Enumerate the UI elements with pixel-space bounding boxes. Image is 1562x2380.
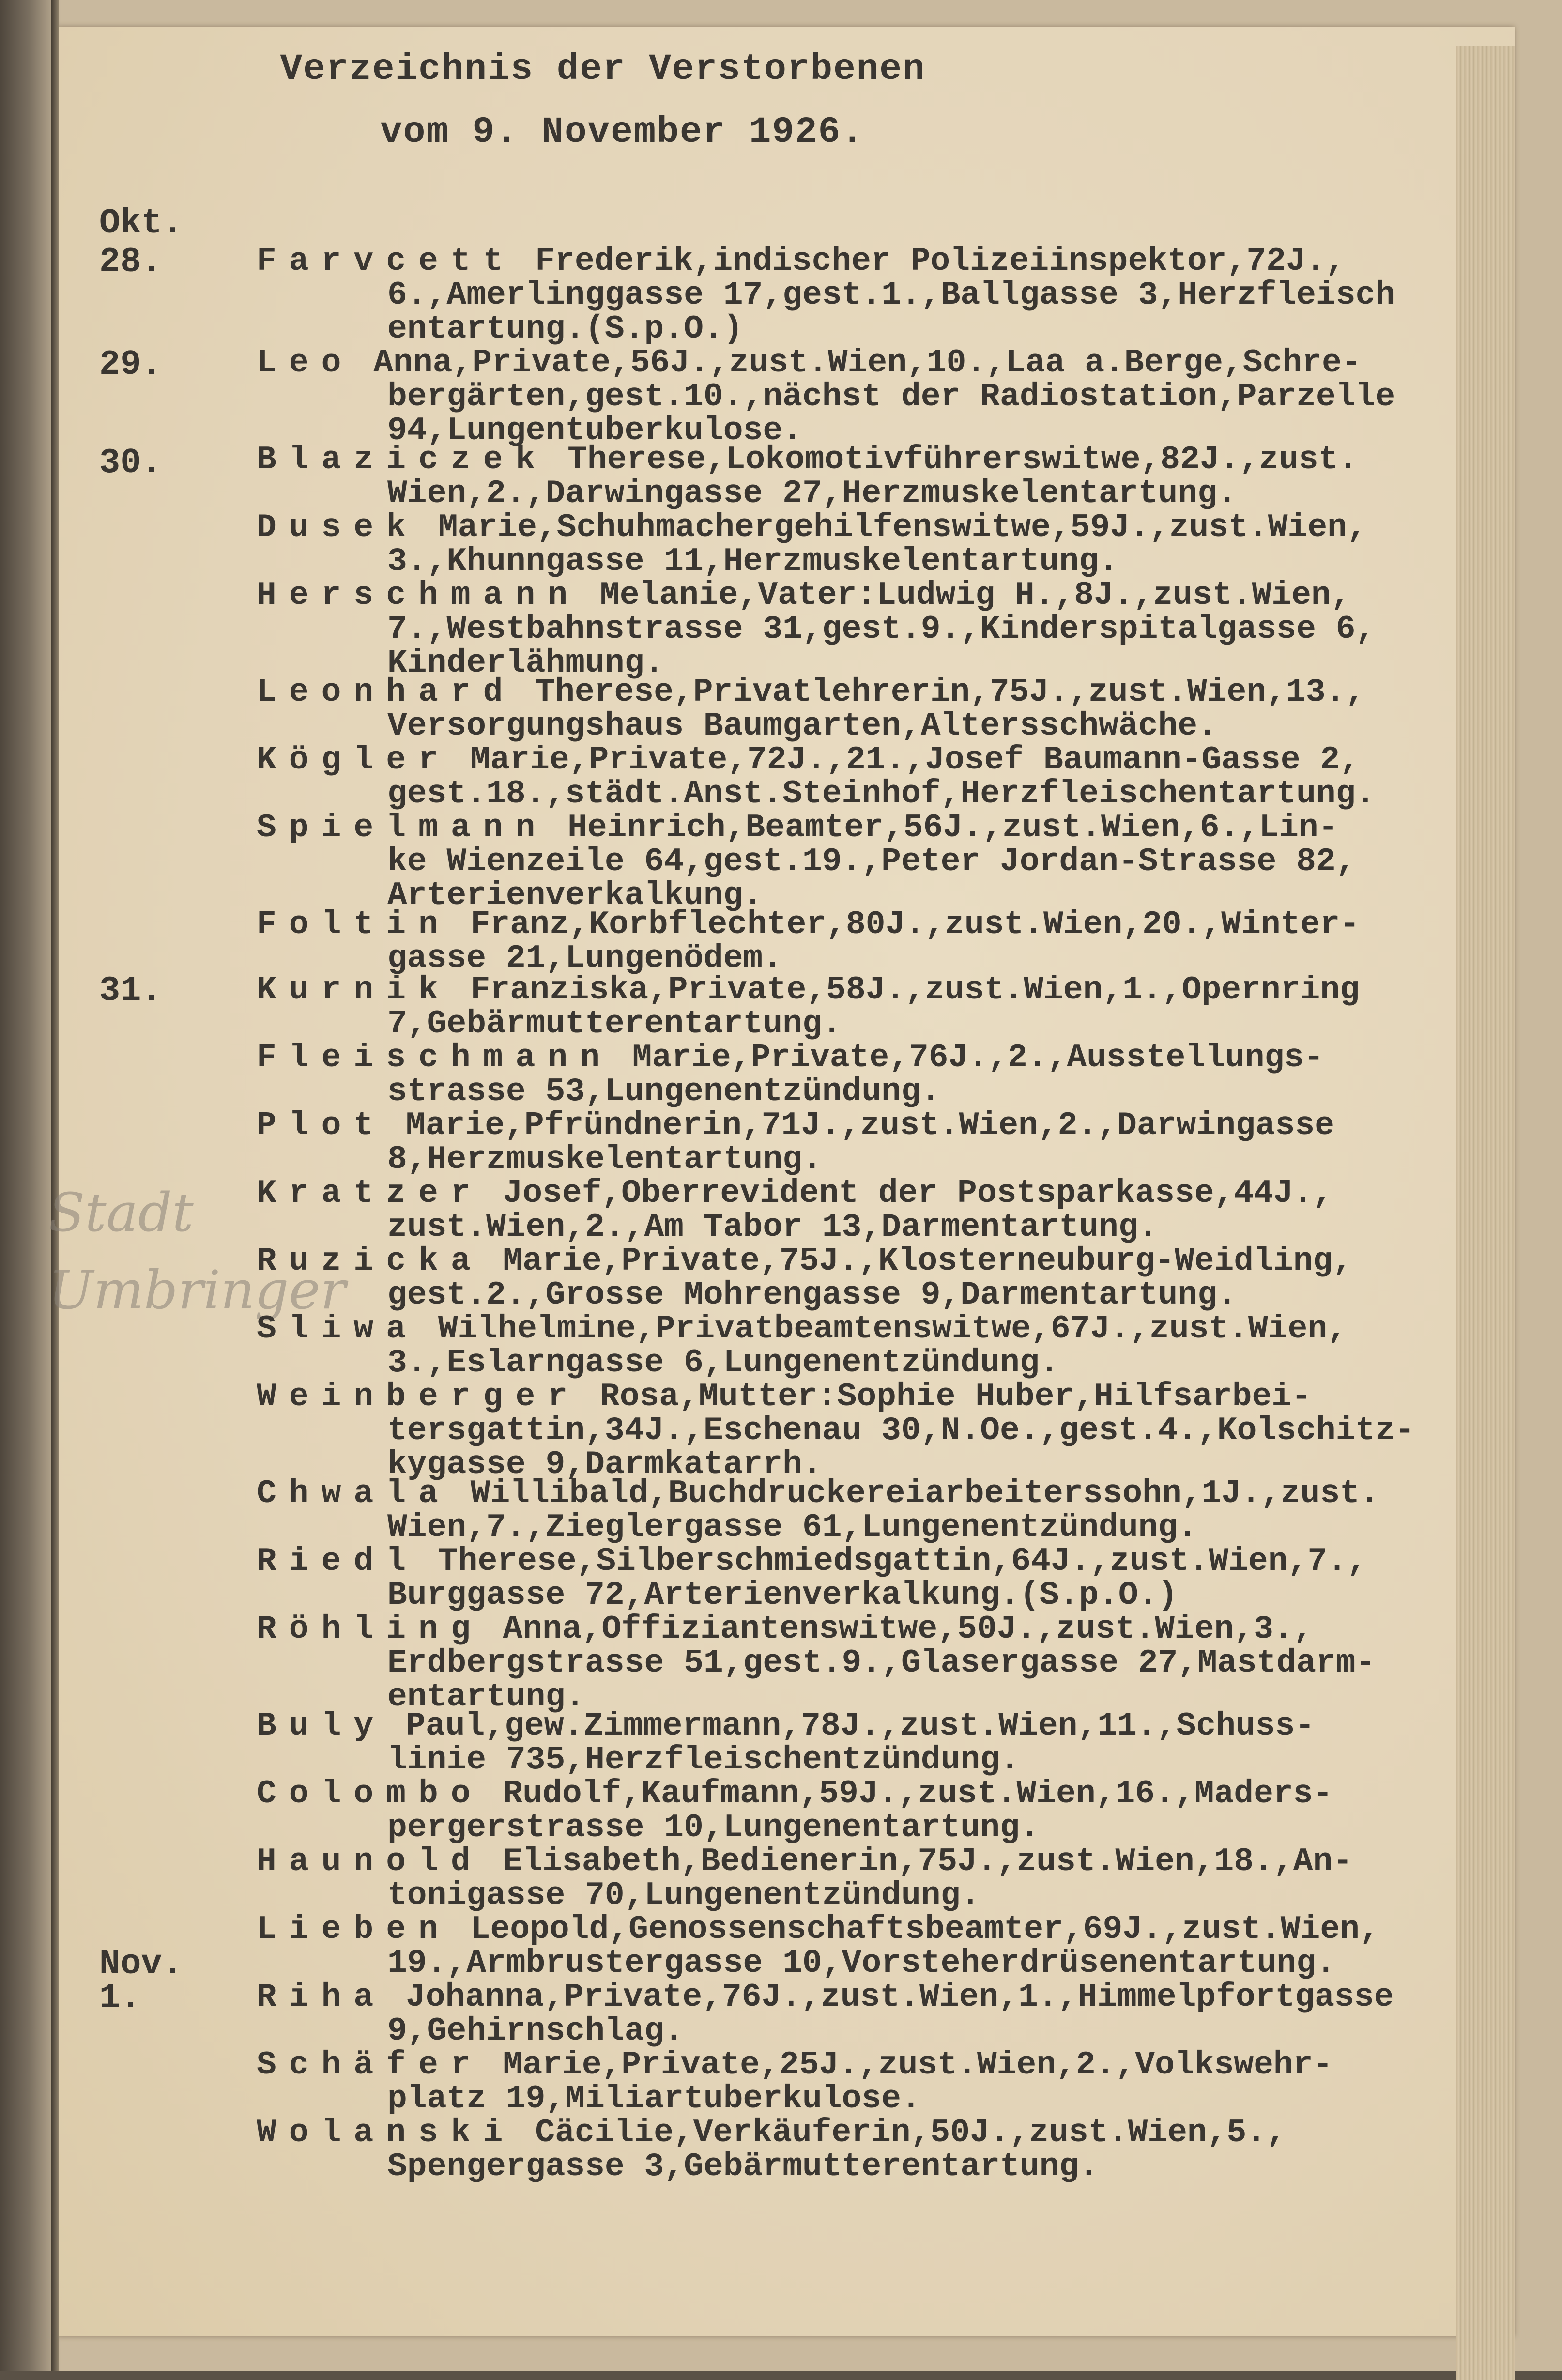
entry-line (257, 2048, 1453, 2082)
entry-line: tersgattin,34J.,Eschenau 30,N.Oe.,gest.4.,Kolschitz- (387, 1412, 1415, 1449)
date-label-28: 28. (99, 242, 162, 282)
entry-line: Wien,2.,Darwingasse 27,Herzmuskelentartung. (387, 475, 1237, 512)
entry-surname: Wolanski (257, 2114, 516, 2151)
entry-lieben (257, 1913, 1453, 1981)
entry-line (257, 1777, 1453, 1811)
entry-line: 3.,Eslarngasse 6,Lungenentzündung. (387, 1344, 1059, 1382)
entry-line: 7,Gebärmutterentartung. (387, 1005, 842, 1043)
entry-line: Spengergasse 3,Gebärmutterentartung. (387, 2148, 1099, 2185)
entry-line: strasse 53,Lungenentzündung. (387, 1073, 941, 1110)
entry-sliwa (257, 1312, 1453, 1380)
entry-surname: Dusek (257, 509, 419, 546)
handwritten-note-1: Stadt (48, 1182, 194, 1244)
entry-line (257, 1177, 1453, 1211)
entry-text: Johanna,Private,76J.,zust.Wien,1.,Himmelpfortgasse (386, 1979, 1394, 2016)
entry-line (257, 908, 1453, 942)
entry-surname: Riha (257, 1979, 386, 2016)
entry-line (257, 346, 1453, 380)
entry-kurnik (257, 973, 1453, 1041)
entry-colombo (257, 1777, 1453, 1845)
entry-surname: Weinberger (257, 1378, 581, 1415)
entry-line: 19.,Armbrustergasse 10,Vorsteherdrüsenentartung. (387, 1945, 1336, 1982)
entry-text: Marie,Private,75J.,Klosterneuburg-Weidling, (483, 1243, 1353, 1280)
entry-text: Leopold,Genossenschaftsbeamter,69J.,zust.Wien, (450, 1911, 1379, 1948)
entry-line (257, 811, 1453, 845)
entry-chwala (257, 1477, 1453, 1545)
entry-röhling (257, 1612, 1453, 1714)
entry-line (257, 1913, 1453, 1947)
entry-text: Cäcilie,Verkäuferin,50J.,zust.Wien,5., (515, 2114, 1286, 2151)
entry-buly (257, 1709, 1453, 1777)
entry-surname: Ruzicka (257, 1243, 483, 1280)
entry-line: pergerstrasse 10,Lungenentartung. (387, 1809, 1040, 1846)
entry-surname: Foltin (257, 906, 451, 943)
entry-surname: Haunold (257, 1843, 483, 1880)
entry-line (257, 743, 1453, 777)
entry-line (257, 1709, 1453, 1743)
entry-surname: Lieben (257, 1911, 451, 1948)
date-label-okt: Okt. (99, 203, 183, 243)
entry-text: Willibald,Buchdruckereiarbeiterssohn,1J.,zust. (450, 1475, 1379, 1512)
entry-surname: Kögler (257, 741, 451, 779)
entry-line: Erdbergstrasse 51,gest.9.,Glasergasse 27,Mastdarm- (387, 1644, 1376, 1682)
entry-surname: Plot (257, 1107, 386, 1144)
entry-blaziczek (257, 443, 1453, 511)
entry-riedl (257, 1545, 1453, 1612)
entry-line (257, 1041, 1453, 1075)
entry-surname: Chwala (257, 1475, 451, 1512)
entry-surname: Kurnik (257, 971, 451, 1009)
handwritten-note-2: Umbringer (48, 1259, 346, 1321)
entry-text: Paul,gew.Zimmermann,78J.,zust.Wien,11.,Schuss- (386, 1707, 1315, 1745)
entry-line (257, 676, 1453, 709)
entry-ruzicka (257, 1244, 1453, 1312)
entry-line: 6.,Amerlinggasse 17,gest.1.,Ballgasse 3,Herzfleisch (387, 276, 1395, 314)
entry-text: Josef,Oberrevident der Postsparkasse,44J., (483, 1175, 1333, 1212)
entry-surname: Röhling (257, 1611, 483, 1648)
entry-line: kygasse 9,Darmkatarrh. (387, 1446, 822, 1483)
entry-text: Marie,Private,25J.,zust.Wien,2.,Volkswehr- (483, 2046, 1333, 2084)
entry-line (257, 1612, 1453, 1646)
entry-line: tonigasse 70,Lungenentzündung. (387, 1877, 980, 1914)
entry-text: Heinrich,Beamter,56J.,zust.Wien,6.,Lin- (548, 809, 1338, 846)
entry-text: Elisabeth,Bedienerin,75J.,zust.Wien,18.,An- (483, 1843, 1353, 1880)
entry-text: Marie,Private,76J.,2.,Ausstellungs- (612, 1039, 1324, 1076)
entry-line: gasse 21,Lungenödem. (387, 940, 783, 977)
entry-line (257, 1981, 1453, 2014)
entry-surname: Colombo (257, 1775, 483, 1812)
entry-surname: Schäfer (257, 2046, 483, 2084)
entry-text: Anna,Private,56J.,zust.Wien,10.,Laa a.Berge,Schre- (353, 344, 1362, 382)
date-label-nov: Nov. (99, 1944, 183, 1984)
entry-herschmann (257, 579, 1453, 680)
entry-line: zust.Wien,2.,Am Tabor 13,Darmentartung. (387, 1209, 1158, 1246)
date-label-1: 1. (99, 1978, 141, 2018)
entry-line (257, 579, 1453, 613)
entry-wolanski (257, 2116, 1453, 2184)
entry-line: Wien,7.,Zieglergasse 61,Lungenentzündung. (387, 1509, 1198, 1546)
entry-line (257, 1477, 1453, 1511)
entry-surname: Fleischmann (257, 1039, 613, 1076)
date-label-31: 31. (99, 971, 162, 1011)
entry-text: Therese,Lokomotivführerswitwe,82J.,zust. (548, 441, 1358, 478)
entry-line (257, 443, 1453, 477)
entry-text: Marie,Schuhmachergehilfenswitwe,59J.,zust.Wien, (418, 509, 1367, 546)
entry-text: Marie,Private,72J.,21.,Josef Baumann-Gasse 2, (450, 741, 1360, 779)
entry-kratzer (257, 1177, 1453, 1244)
entry-surname: Farvcett (257, 243, 516, 280)
entry-schäfer (257, 2048, 1453, 2116)
entry-plot (257, 1109, 1453, 1177)
entry-text: Rudolf,Kaufmann,59J.,zust.Wien,16.,Maders- (483, 1775, 1333, 1812)
entry-line (257, 1845, 1453, 1879)
title-line-2: vom 9. November 1926. (380, 111, 864, 153)
entry-text: Therese,Privatlehrerin,75J.,zust.Wien,13., (515, 674, 1365, 711)
entry-line: 9,Gehirnschlag. (387, 2012, 684, 2050)
entry-text: Frederik,indischer Polizeiinspektor,72J., (515, 243, 1346, 280)
entry-fleischmann (257, 1041, 1453, 1109)
entry-text: Franziska,Private,58J.,zust.Wien,1.,Opernring (450, 971, 1360, 1009)
entry-line (257, 245, 1453, 278)
entry-line (257, 1109, 1453, 1143)
entry-line: gest.2.,Grosse Mohrengasse 9,Darmentartung. (387, 1276, 1237, 1314)
entry-surname: Blaziczek (257, 441, 548, 478)
entry-text: Rosa,Mutter:Sophie Huber,Hilfsarbei- (580, 1378, 1311, 1415)
entry-surname: Leonhard (257, 674, 516, 711)
entry-line: gest.18.,städt.Anst.Steinhof,Herzfleischentartung. (387, 775, 1376, 813)
entry-surname: Kratzer (257, 1175, 483, 1212)
entry-text: Therese,Silberschmiedsgattin,64J.,zust.Wien,7., (418, 1543, 1367, 1580)
entry-line (257, 973, 1453, 1007)
entry-surname: Riedl (257, 1543, 419, 1580)
page-edge (1456, 46, 1515, 2380)
entry-line (257, 1380, 1453, 1414)
entry-surname: Herschmann (257, 577, 581, 614)
entry-line: platz 19,Miliartuberkulose. (387, 2080, 921, 2118)
entry-text: Wilhelmine,Privatbeamtenswitwe,67J.,zust.Wien, (418, 1310, 1347, 1348)
entry-line: Arterienverkalkung. (387, 877, 763, 914)
entry-haunold (257, 1845, 1453, 1913)
entry-line: Burggasse 72,Arterienverkalkung.(S.p.O.) (387, 1577, 1178, 1614)
entry-leo (257, 346, 1453, 448)
date-label-30: 30. (99, 443, 162, 483)
entry-leonhard (257, 676, 1453, 743)
entry-line: 7.,Westbahnstrasse 31,gest.9.,Kinderspitalgasse 6, (387, 611, 1376, 648)
entry-farvcett (257, 245, 1453, 346)
entry-line (257, 1244, 1453, 1278)
entry-line: entartung.(S.p.O.) (387, 310, 743, 348)
date-label-29: 29. (99, 345, 162, 384)
entry-text: Franz,Korbflechter,80J.,zust.Wien,20.,Winter- (450, 906, 1360, 943)
entry-surname: Leo (257, 344, 354, 382)
entry-dusek (257, 511, 1453, 579)
entry-surname: Buly (257, 1707, 386, 1745)
entry-text: Melanie,Vater:Ludwig H.,8J.,zust.Wien, (580, 577, 1351, 614)
title-line-1: Verzeichnis der Verstorbenen (280, 48, 926, 90)
entry-text: Anna,Offiziantenswitwe,50J.,zust.Wien,3., (483, 1611, 1313, 1648)
entry-line: entartung. (387, 1678, 585, 1716)
entry-line: linie 735,Herzfleischentzündung. (387, 1741, 1020, 1779)
entry-line: 8,Herzmuskelentartung. (387, 1141, 822, 1178)
entry-spielmann (257, 811, 1453, 913)
entry-surname: Sliwa (257, 1310, 419, 1348)
entry-weinberger (257, 1380, 1453, 1482)
entry-line: Kinderlähmung. (387, 645, 664, 682)
entry-line: Versorgungshaus Baumgarten,Altersschwäche. (387, 707, 1217, 745)
entry-line (257, 1545, 1453, 1579)
entry-text: Marie,Pfründnerin,71J.,zust.Wien,2.,Darwingasse (386, 1107, 1334, 1144)
entry-line: 3.,Khunngasse 11,Herzmuskelentartung. (387, 543, 1118, 580)
entry-line: 94,Lungentuberkulose. (387, 412, 802, 449)
entry-line: bergärten,gest.10.,nächst der Radiostation,Parzelle (387, 378, 1395, 415)
entry-riha (257, 1981, 1453, 2048)
entry-line (257, 511, 1453, 545)
entry-foltin (257, 908, 1453, 976)
entry-line (257, 1312, 1453, 1346)
entry-kögler (257, 743, 1453, 811)
entry-line (257, 2116, 1453, 2150)
entry-line: ke Wienzeile 64,gest.19.,Peter Jordan-Strasse 82, (387, 843, 1356, 880)
entry-surname: Spielmann (257, 809, 548, 846)
